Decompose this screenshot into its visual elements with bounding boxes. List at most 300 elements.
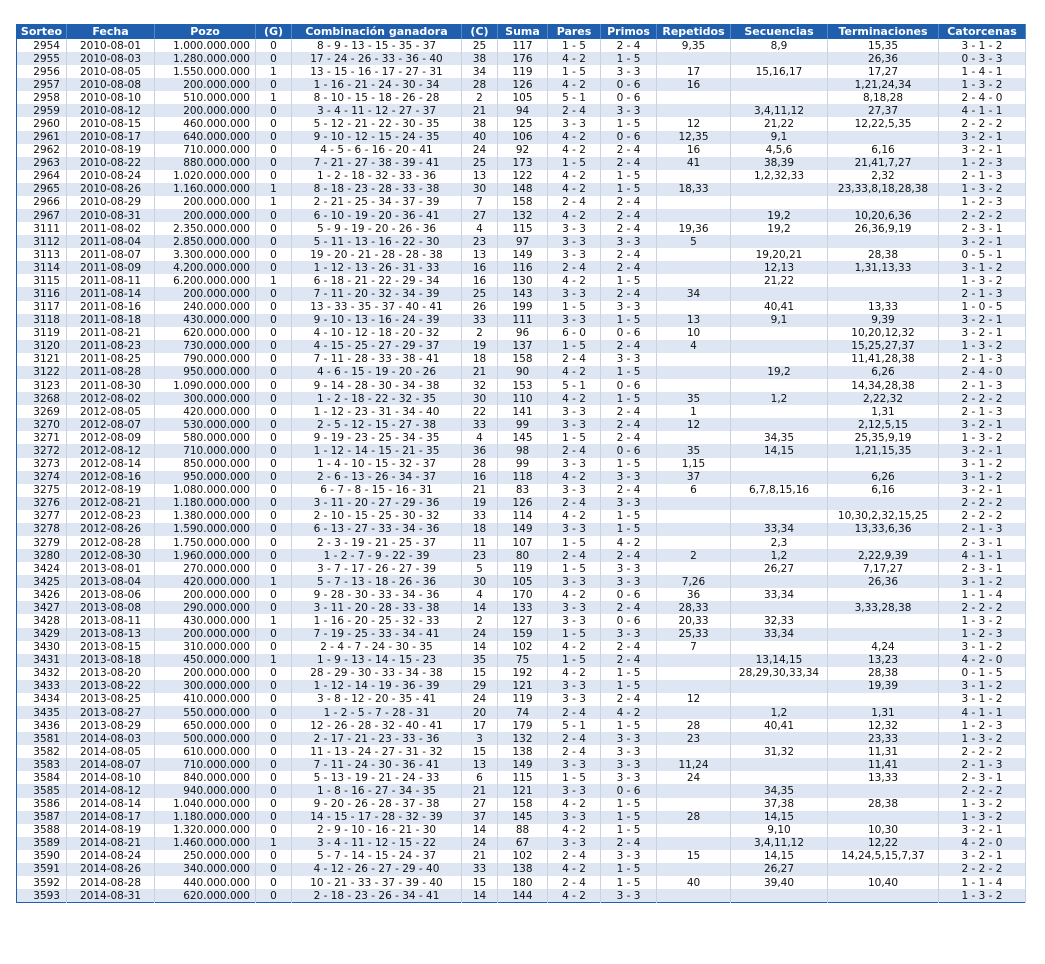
cell-repetidos (657, 209, 731, 222)
cell-combinacion: 13 - 33 - 35 - 37 - 40 - 41 (292, 301, 462, 314)
cell-catorcenas: 2 - 1 - 3 (939, 405, 1026, 418)
cell-repetidos: 10 (657, 327, 731, 340)
cell-fecha: 2012-08-09 (67, 431, 155, 444)
cell-terminaciones: 12,32 (828, 719, 939, 732)
cell-g: 0 (256, 340, 292, 353)
cell-suma: 105 (498, 575, 548, 588)
header-sorteo[interactable]: Sorteo (17, 24, 67, 39)
cell-sorteo: 3581 (17, 732, 67, 745)
cell-terminaciones: 2,22,32 (828, 392, 939, 405)
cell-fecha: 2011-08-02 (67, 222, 155, 235)
cell-catorcenas: 3 - 2 - 1 (939, 824, 1026, 837)
cell-suma: 111 (498, 314, 548, 327)
cell-repetidos: 1 (657, 405, 731, 418)
cell-catorcenas: 2 - 1 - 3 (939, 379, 1026, 392)
cell-pares: 4 - 2 (548, 78, 601, 91)
cell-fecha: 2013-08-22 (67, 680, 155, 693)
cell-primos: 2 - 4 (601, 287, 657, 300)
table-row (17, 784, 1026, 797)
cell-secuencias: 40,41 (731, 301, 828, 314)
cell-secuencias: 8,9 (731, 39, 828, 52)
cell-suma: 137 (498, 340, 548, 353)
cell-primos: 3 - 3 (601, 771, 657, 784)
cell-suma: 98 (498, 444, 548, 457)
cell-primos: 3 - 3 (601, 758, 657, 771)
cell-g: 0 (256, 784, 292, 797)
cell-primos: 2 - 4 (601, 144, 657, 157)
cell-combinacion: 2 - 5 - 12 - 15 - 27 - 38 (292, 418, 462, 431)
cell-catorcenas: 1 - 2 - 3 (939, 196, 1026, 209)
cell-pozo: 850.000.000 (155, 458, 256, 471)
cell-suma: 92 (498, 144, 548, 157)
table-row (17, 366, 1026, 379)
table-row (17, 301, 1026, 314)
cell-terminaciones (828, 628, 939, 641)
cell-g: 0 (256, 588, 292, 601)
cell-primos: 2 - 4 (601, 196, 657, 209)
table-row (17, 392, 1026, 405)
cell-secuencias (731, 693, 828, 706)
cell-catorcenas: 1 - 0 - 5 (939, 301, 1026, 314)
cell-secuencias: 12,13 (731, 261, 828, 274)
cell-g: 0 (256, 863, 292, 876)
header-pares[interactable]: Pares (548, 24, 601, 39)
cell-repetidos: 28 (657, 719, 731, 732)
cell-repetidos (657, 745, 731, 758)
cell-g: 0 (256, 758, 292, 771)
cell-c: 27 (462, 209, 498, 222)
cell-secuencias: 28,29,30,33,34 (731, 667, 828, 680)
cell-g: 0 (256, 458, 292, 471)
cell-suma: 145 (498, 431, 548, 444)
cell-c: 30 (462, 183, 498, 196)
cell-primos: 0 - 6 (601, 91, 657, 104)
cell-secuencias (731, 353, 828, 366)
cell-g: 0 (256, 680, 292, 693)
header-secuencias[interactable]: Secuencias (731, 24, 828, 39)
cell-primos: 0 - 6 (601, 614, 657, 627)
cell-secuencias: 14,15 (731, 850, 828, 863)
header-g[interactable]: (G) (256, 24, 292, 39)
cell-primos: 1 - 5 (601, 366, 657, 379)
cell-suma: 80 (498, 549, 548, 562)
cell-sorteo: 3270 (17, 418, 67, 431)
cell-g: 0 (256, 876, 292, 889)
table-row (17, 471, 1026, 484)
cell-catorcenas: 1 - 4 - 1 (939, 65, 1026, 78)
table-row (17, 549, 1026, 562)
cell-secuencias (731, 471, 828, 484)
cell-secuencias: 3,4,11,12 (731, 837, 828, 850)
cell-primos: 3 - 3 (601, 471, 657, 484)
cell-pares: 1 - 5 (548, 771, 601, 784)
cell-suma: 141 (498, 405, 548, 418)
cell-repetidos: 36 (657, 588, 731, 601)
table-row (17, 601, 1026, 614)
cell-secuencias: 19,2 (731, 366, 828, 379)
cell-secuencias (731, 235, 828, 248)
cell-combinacion: 7 - 11 - 28 - 33 - 38 - 41 (292, 353, 462, 366)
cell-sorteo: 3273 (17, 458, 67, 471)
cell-c: 15 (462, 667, 498, 680)
cell-suma: 116 (498, 261, 548, 274)
cell-pares: 4 - 2 (548, 209, 601, 222)
cell-pares: 4 - 2 (548, 588, 601, 601)
cell-catorcenas: 1 - 3 - 2 (939, 889, 1026, 903)
table-row (17, 693, 1026, 706)
cell-catorcenas: 3 - 2 - 1 (939, 314, 1026, 327)
cell-repetidos (657, 248, 731, 261)
cell-sorteo: 2966 (17, 196, 67, 209)
cell-secuencias (731, 680, 828, 693)
cell-pozo: 950.000.000 (155, 366, 256, 379)
cell-repetidos: 17 (657, 65, 731, 78)
cell-catorcenas: 2 - 2 - 2 (939, 209, 1026, 222)
cell-g: 0 (256, 261, 292, 274)
cell-repetidos: 41 (657, 157, 731, 170)
cell-pares: 3 - 3 (548, 614, 601, 627)
cell-combinacion: 3 - 8 - 12 - 20 - 35 - 41 (292, 693, 462, 706)
cell-combinacion: 1 - 12 - 13 - 26 - 31 - 33 (292, 261, 462, 274)
cell-c: 6 (462, 771, 498, 784)
cell-catorcenas: 1 - 3 - 2 (939, 78, 1026, 91)
table-row (17, 536, 1026, 549)
header-fecha[interactable]: Fecha (67, 24, 155, 39)
cell-fecha: 2010-08-15 (67, 117, 155, 130)
cell-fecha: 2011-08-16 (67, 301, 155, 314)
cell-suma: 102 (498, 641, 548, 654)
cell-sorteo: 3588 (17, 824, 67, 837)
cell-catorcenas: 0 - 5 - 1 (939, 248, 1026, 261)
cell-repetidos: 5 (657, 235, 731, 248)
cell-c: 20 (462, 706, 498, 719)
table-row (17, 484, 1026, 497)
cell-c: 17 (462, 719, 498, 732)
table-row (17, 117, 1026, 130)
cell-pares: 3 - 3 (548, 693, 601, 706)
cell-catorcenas: 4 - 2 - 0 (939, 654, 1026, 667)
table-row (17, 170, 1026, 183)
cell-terminaciones (828, 863, 939, 876)
cell-combinacion: 5 - 11 - 13 - 16 - 22 - 30 (292, 235, 462, 248)
cell-primos: 1 - 5 (601, 719, 657, 732)
cell-sorteo: 3119 (17, 327, 67, 340)
cell-terminaciones: 10,20,12,32 (828, 327, 939, 340)
cell-sorteo: 3114 (17, 261, 67, 274)
cell-sorteo: 3111 (17, 222, 67, 235)
cell-suma: 149 (498, 248, 548, 261)
cell-fecha: 2014-08-31 (67, 889, 155, 903)
cell-fecha: 2011-08-25 (67, 353, 155, 366)
cell-secuencias: 4,5,6 (731, 144, 828, 157)
cell-combinacion: 1 - 8 - 16 - 27 - 34 - 35 (292, 784, 462, 797)
cell-fecha: 2014-08-12 (67, 784, 155, 797)
cell-c: 33 (462, 863, 498, 876)
cell-suma: 158 (498, 798, 548, 811)
cell-pozo: 710.000.000 (155, 444, 256, 457)
cell-secuencias: 1,2 (731, 392, 828, 405)
cell-g: 0 (256, 327, 292, 340)
cell-pares: 1 - 5 (548, 431, 601, 444)
cell-suma: 107 (498, 536, 548, 549)
cell-primos: 2 - 4 (601, 157, 657, 170)
cell-pares: 4 - 2 (548, 510, 601, 523)
header-primos[interactable]: Primos (601, 24, 657, 39)
cell-sorteo: 2967 (17, 209, 67, 222)
cell-repetidos (657, 366, 731, 379)
cell-catorcenas: 0 - 3 - 3 (939, 52, 1026, 65)
cell-catorcenas: 3 - 1 - 2 (939, 261, 1026, 274)
cell-terminaciones (828, 458, 939, 471)
cell-secuencias (731, 340, 828, 353)
cell-primos: 1 - 5 (601, 117, 657, 130)
table-row (17, 575, 1026, 588)
cell-g: 0 (256, 719, 292, 732)
cell-g: 0 (256, 418, 292, 431)
cell-terminaciones (828, 536, 939, 549)
cell-fecha: 2010-08-19 (67, 144, 155, 157)
cell-repetidos (657, 431, 731, 444)
cell-repetidos (657, 889, 731, 903)
cell-g: 1 (256, 196, 292, 209)
cell-fecha: 2012-08-12 (67, 444, 155, 457)
cell-fecha: 2012-08-14 (67, 458, 155, 471)
cell-catorcenas: 1 - 1 - 4 (939, 876, 1026, 889)
header-suma[interactable]: Suma (498, 24, 548, 39)
cell-repetidos (657, 379, 731, 392)
table-row (17, 314, 1026, 327)
cell-terminaciones: 19,39 (828, 680, 939, 693)
cell-combinacion: 5 - 13 - 19 - 21 - 24 - 33 (292, 771, 462, 784)
cell-terminaciones: 12,22 (828, 837, 939, 850)
cell-pares: 3 - 3 (548, 601, 601, 614)
cell-pozo: 1.320.000.000 (155, 824, 256, 837)
cell-pares: 2 - 4 (548, 876, 601, 889)
cell-repetidos: 9,35 (657, 39, 731, 52)
cell-terminaciones (828, 274, 939, 287)
cell-primos: 3 - 3 (601, 562, 657, 575)
cell-primos: 4 - 2 (601, 536, 657, 549)
cell-pozo: 200.000.000 (155, 588, 256, 601)
cell-terminaciones: 23,33,8,18,28,38 (828, 183, 939, 196)
cell-pozo: 1.750.000.000 (155, 536, 256, 549)
cell-terminaciones: 10,20,6,36 (828, 209, 939, 222)
cell-pozo: 1.960.000.000 (155, 549, 256, 562)
cell-c: 23 (462, 235, 498, 248)
cell-sorteo: 2954 (17, 39, 67, 52)
cell-c: 38 (462, 52, 498, 65)
table-row (17, 52, 1026, 65)
cell-pares: 2 - 4 (548, 104, 601, 117)
cell-terminaciones: 14,34,28,38 (828, 379, 939, 392)
cell-pozo: 510.000.000 (155, 91, 256, 104)
header-catorcenas[interactable]: Catorcenas (939, 24, 1026, 39)
cell-fecha: 2010-08-17 (67, 131, 155, 144)
cell-catorcenas: 2 - 1 - 3 (939, 287, 1026, 300)
cell-secuencias: 26,27 (731, 562, 828, 575)
cell-terminaciones: 10,40 (828, 876, 939, 889)
cell-secuencias: 3,4,11,12 (731, 104, 828, 117)
cell-combinacion: 2 - 10 - 15 - 25 - 30 - 32 (292, 510, 462, 523)
cell-combinacion: 11 - 13 - 24 - 27 - 31 - 32 (292, 745, 462, 758)
cell-pares: 1 - 5 (548, 39, 601, 52)
header-pozo[interactable]: Pozo (155, 24, 256, 39)
table-row (17, 131, 1026, 144)
cell-combinacion: 10 - 21 - 33 - 37 - 39 - 40 (292, 876, 462, 889)
cell-repetidos (657, 104, 731, 117)
cell-suma: 110 (498, 392, 548, 405)
cell-c: 16 (462, 471, 498, 484)
cell-pozo: 200.000.000 (155, 78, 256, 91)
cell-combinacion: 7 - 11 - 24 - 30 - 36 - 41 (292, 758, 462, 771)
cell-pozo: 710.000.000 (155, 144, 256, 157)
cell-fecha: 2010-08-10 (67, 91, 155, 104)
table-row (17, 667, 1026, 680)
cell-secuencias (731, 379, 828, 392)
cell-suma: 74 (498, 706, 548, 719)
cell-secuencias (731, 287, 828, 300)
cell-sorteo: 3280 (17, 549, 67, 562)
cell-secuencias: 9,1 (731, 131, 828, 144)
cell-terminaciones: 26,36 (828, 52, 939, 65)
cell-fecha: 2013-08-04 (67, 575, 155, 588)
cell-c: 23 (462, 549, 498, 562)
cell-terminaciones: 2,22,9,39 (828, 549, 939, 562)
cell-primos: 1 - 5 (601, 523, 657, 536)
cell-primos: 3 - 3 (601, 65, 657, 78)
cell-primos: 0 - 6 (601, 784, 657, 797)
cell-sorteo: 3434 (17, 693, 67, 706)
cell-terminaciones: 10,30 (828, 824, 939, 837)
cell-suma: 126 (498, 78, 548, 91)
cell-terminaciones (828, 811, 939, 824)
cell-repetidos (657, 824, 731, 837)
cell-fecha: 2011-08-18 (67, 314, 155, 327)
cell-terminaciones: 11,31 (828, 745, 939, 758)
table-row (17, 209, 1026, 222)
cell-catorcenas: 1 - 3 - 2 (939, 183, 1026, 196)
cell-catorcenas: 1 - 2 - 3 (939, 628, 1026, 641)
cell-c: 27 (462, 798, 498, 811)
cell-terminaciones: 6,26 (828, 471, 939, 484)
cell-c: 21 (462, 104, 498, 117)
table-row (17, 745, 1026, 758)
cell-primos: 4 - 2 (601, 706, 657, 719)
cell-pares: 1 - 5 (548, 562, 601, 575)
cell-pares: 4 - 2 (548, 863, 601, 876)
cell-g: 0 (256, 497, 292, 510)
cell-fecha: 2013-08-29 (67, 719, 155, 732)
cell-sorteo: 3120 (17, 340, 67, 353)
cell-g: 0 (256, 301, 292, 314)
cell-c: 18 (462, 523, 498, 536)
cell-c: 13 (462, 758, 498, 771)
cell-combinacion: 1 - 2 - 18 - 22 - 32 - 35 (292, 392, 462, 405)
cell-terminaciones (828, 588, 939, 601)
cell-terminaciones: 1,31 (828, 405, 939, 418)
cell-fecha: 2010-08-26 (67, 183, 155, 196)
cell-fecha: 2014-08-17 (67, 811, 155, 824)
cell-catorcenas: 3 - 1 - 2 (939, 575, 1026, 588)
cell-secuencias: 19,20,21 (731, 248, 828, 261)
cell-pares: 3 - 3 (548, 784, 601, 797)
cell-sorteo: 3587 (17, 811, 67, 824)
cell-secuencias: 31,32 (731, 745, 828, 758)
results-table-container (16, 24, 1025, 903)
cell-combinacion: 13 - 15 - 16 - 17 - 27 - 31 (292, 65, 462, 78)
table-row (17, 824, 1026, 837)
cell-sorteo: 2964 (17, 170, 67, 183)
cell-terminaciones: 28,38 (828, 248, 939, 261)
cell-sorteo: 3436 (17, 719, 67, 732)
cell-pozo: 620.000.000 (155, 889, 256, 903)
cell-secuencias: 1,2,32,33 (731, 170, 828, 183)
cell-suma: 121 (498, 680, 548, 693)
cell-pozo: 710.000.000 (155, 758, 256, 771)
cell-combinacion: 3 - 4 - 11 - 12 - 27 - 37 (292, 104, 462, 117)
cell-g: 0 (256, 601, 292, 614)
cell-terminaciones: 27,37 (828, 104, 939, 117)
cell-catorcenas: 1 - 2 - 3 (939, 719, 1026, 732)
cell-g: 0 (256, 536, 292, 549)
header-terminaciones[interactable]: Terminaciones (828, 24, 939, 39)
cell-primos: 1 - 5 (601, 183, 657, 196)
header-repetidos[interactable]: Repetidos (657, 24, 731, 39)
cell-fecha: 2012-08-05 (67, 405, 155, 418)
cell-pares: 2 - 4 (548, 261, 601, 274)
cell-combinacion: 6 - 7 - 8 - 15 - 16 - 31 (292, 484, 462, 497)
table-row (17, 458, 1026, 471)
cell-fecha: 2014-08-14 (67, 798, 155, 811)
cell-repetidos (657, 52, 731, 65)
cell-secuencias: 2,3 (731, 536, 828, 549)
cell-fecha: 2013-08-18 (67, 654, 155, 667)
header-c[interactable]: (C) (462, 24, 498, 39)
cell-terminaciones (828, 693, 939, 706)
cell-c: 37 (462, 811, 498, 824)
cell-pozo: 240.000.000 (155, 301, 256, 314)
cell-c: 28 (462, 458, 498, 471)
cell-suma: 118 (498, 471, 548, 484)
cell-repetidos: 13 (657, 314, 731, 327)
cell-pozo: 310.000.000 (155, 641, 256, 654)
cell-sorteo: 3112 (17, 235, 67, 248)
cell-pares: 2 - 4 (548, 549, 601, 562)
cell-suma: 148 (498, 183, 548, 196)
cell-c: 25 (462, 157, 498, 170)
cell-terminaciones: 4,24 (828, 641, 939, 654)
cell-combinacion: 1 - 16 - 21 - 24 - 30 - 34 (292, 78, 462, 91)
cell-pozo: 200.000.000 (155, 196, 256, 209)
cell-repetidos (657, 837, 731, 850)
cell-fecha: 2014-08-03 (67, 732, 155, 745)
cell-combinacion: 9 - 28 - 30 - 33 - 34 - 36 (292, 588, 462, 601)
table-row (17, 523, 1026, 536)
cell-c: 38 (462, 117, 498, 130)
cell-terminaciones (828, 131, 939, 144)
cell-pozo: 200.000.000 (155, 209, 256, 222)
cell-catorcenas: 1 - 2 - 3 (939, 157, 1026, 170)
cell-secuencias (731, 732, 828, 745)
cell-combinacion: 4 - 6 - 15 - 19 - 20 - 26 (292, 366, 462, 379)
cell-combinacion: 9 - 19 - 23 - 25 - 34 - 35 (292, 431, 462, 444)
header-combinacion[interactable]: Combinación ganadora (292, 24, 462, 39)
cell-g: 0 (256, 144, 292, 157)
table-row (17, 614, 1026, 627)
cell-pares: 1 - 5 (548, 654, 601, 667)
cell-fecha: 2011-08-09 (67, 261, 155, 274)
cell-combinacion: 1 - 2 - 18 - 32 - 33 - 36 (292, 170, 462, 183)
